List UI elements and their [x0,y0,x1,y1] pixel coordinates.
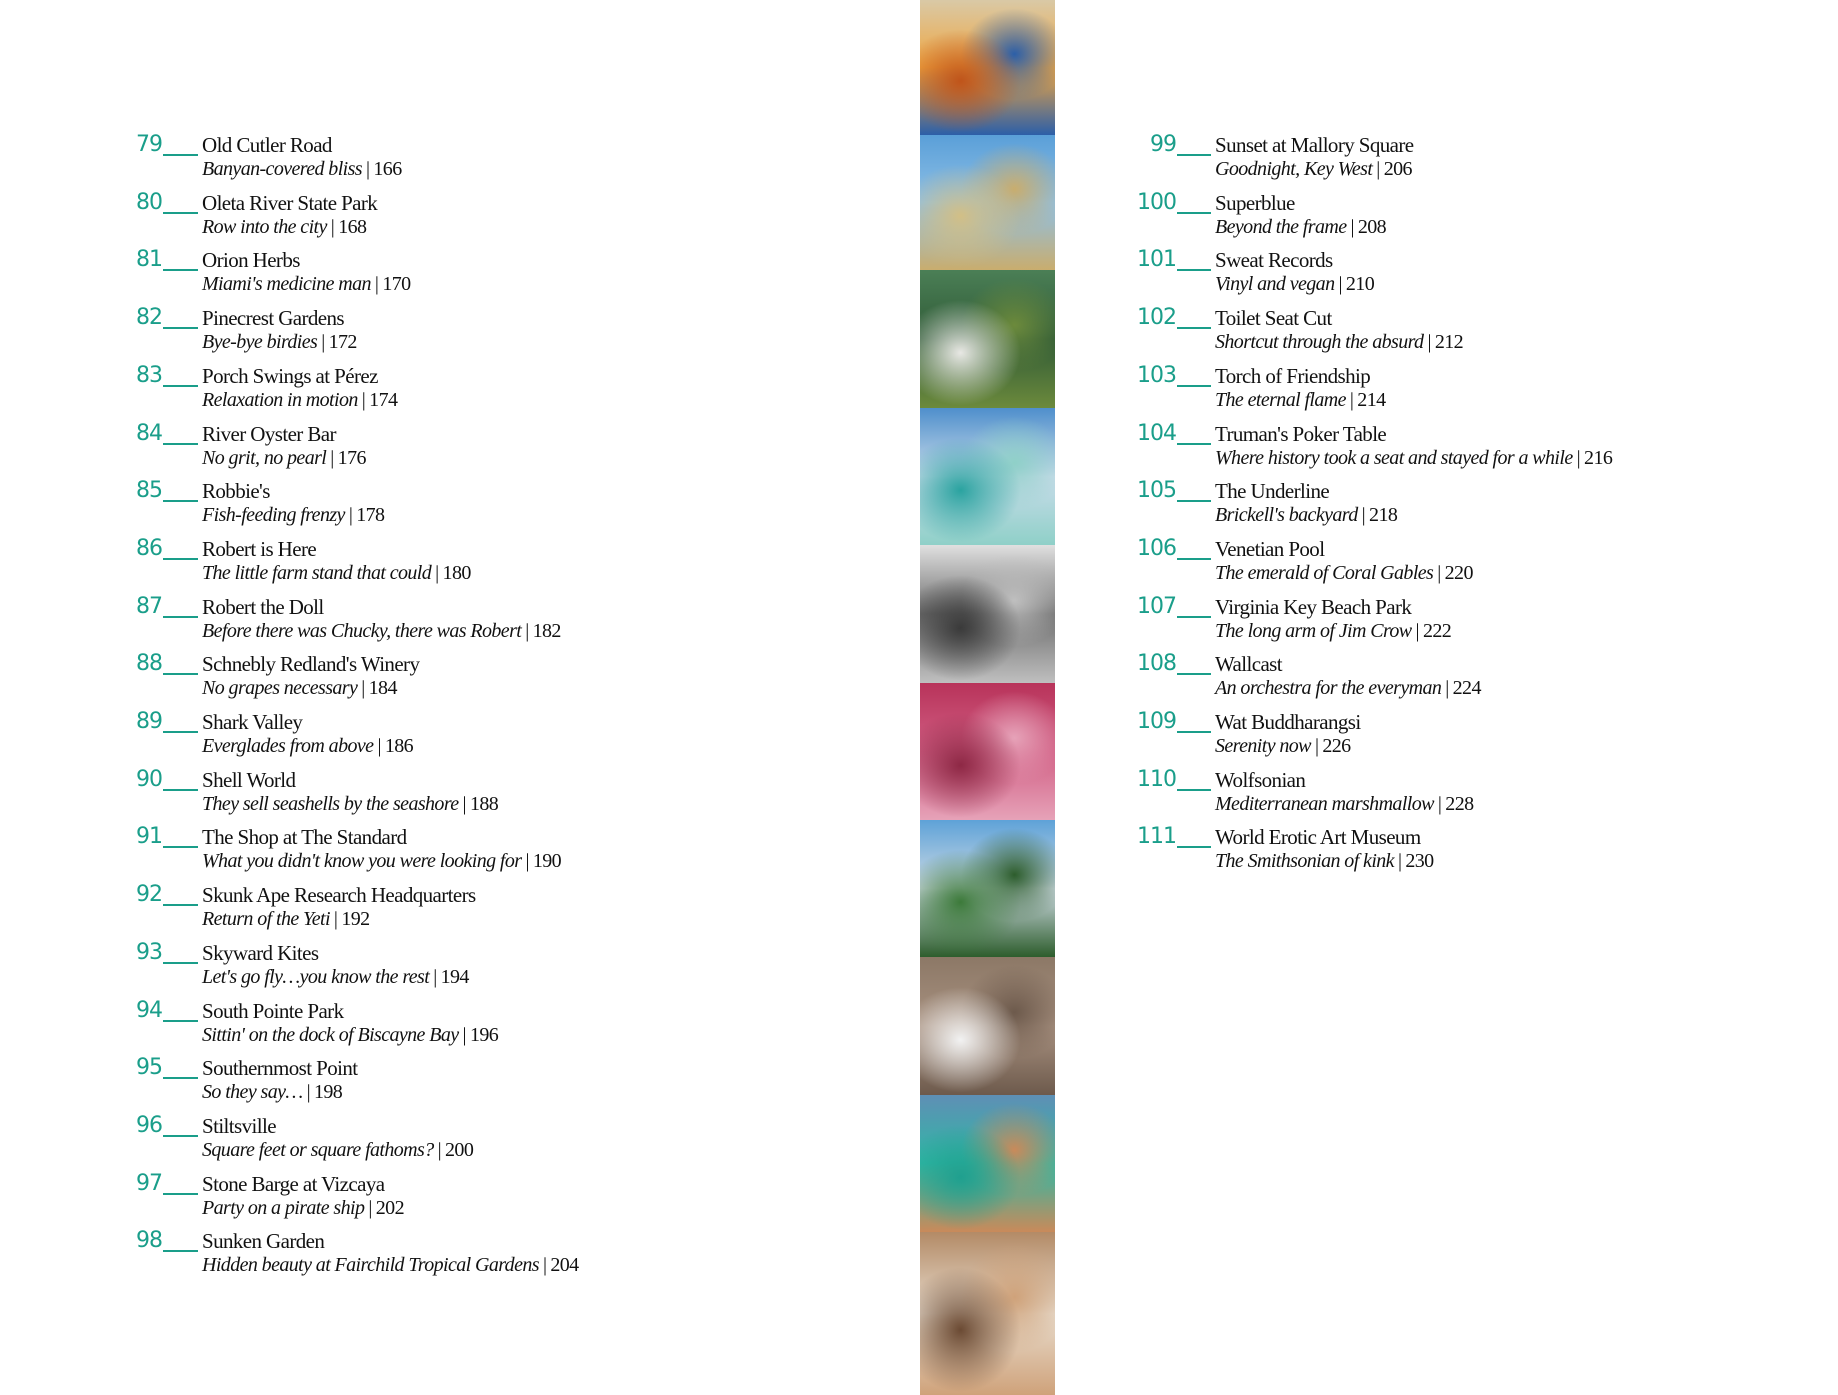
page-separator: | [1576,446,1581,469]
stone-statue-photo [920,545,1055,683]
entry-page-number: 218 [1369,504,1398,527]
entry-tagline: Where history took a seat and stayed for a while [1215,446,1573,469]
entry-number: 109 [1137,709,1176,734]
entry-tagline: Fish-feeding frenzy [202,504,345,527]
entry-number: 105 [1137,478,1176,504]
entry-subtitle [202,503,384,527]
entry-number: 84 [136,420,162,446]
entry-number: 80 [136,189,162,215]
entry-page-number: 178 [356,504,385,527]
entry-subtitle [202,215,366,239]
entry-page-number: 228 [1445,792,1474,815]
entry-subtitle [1215,272,1374,296]
entry-tagline: Before there was Chucky, there was Robert [202,619,522,642]
entry-tagline: Mediterranean marshmallow [1215,792,1434,815]
entry-number: 86 [136,535,162,561]
entry-subtitle [1215,215,1386,239]
entry-tagline: Bye-bye birdies [202,331,318,354]
entry-number: 79 [136,132,162,157]
entry-number: 82 [136,305,162,331]
entry-number-rule [163,1250,198,1252]
entry-subtitle [202,272,411,296]
entry-subtitle [202,849,561,873]
page-separator: | [306,1081,310,1104]
dominoes-photo [920,957,1055,1095]
entry-number: 98 [136,1228,162,1254]
entry-number-rule [163,385,198,387]
entry-number-rule [1177,154,1211,156]
entry-tagline: Party on a pirate ship [202,1196,365,1219]
entry-number-rule [163,327,198,329]
pebbles-photo [920,1232,1055,1395]
page-separator: | [1350,215,1354,238]
page-separator: | [1338,273,1342,296]
entry-number-rule [163,1193,198,1195]
entry-title: Sweat Records [1215,248,1333,273]
entry-number: 90 [136,766,162,792]
entry-subtitle [202,1080,342,1104]
entry-number-rule [163,789,198,791]
entry-tagline: So they say… [202,1081,303,1104]
entry-number: 96 [136,1112,162,1138]
entry-title: Shark Valley [202,710,303,734]
entry-page-number: 168 [338,215,367,238]
entry-number: 89 [136,709,162,734]
entry-number-rule [163,904,198,906]
entry-tagline: Sittin' on the dock of Biscayne Bay [202,1023,459,1046]
entry-number-rule [1177,558,1211,560]
entry-title: Wallcast [1215,652,1282,677]
entry-number: 87 [136,593,162,619]
entry-tagline: Beyond the frame [1215,215,1347,238]
entry-title: Skunk Ape Research Headquarters [202,883,476,908]
entry-number-rule [163,1135,198,1137]
entry-tagline: They sell seashells by the seashore [202,792,459,815]
entry-number: 101 [1137,247,1176,273]
entry-tagline: Banyan-covered bliss [202,158,362,180]
entry-number: 111 [1137,824,1176,850]
entry-number: 99 [1150,132,1176,157]
entry-page-number: 190 [532,850,562,873]
entry-title: Robbie's [202,479,270,504]
entry-title: Stiltsville [202,1113,276,1138]
swimmers-ocean-photo [920,1095,1055,1232]
page-separator: | [433,965,437,988]
entry-page-number: 216 [1584,446,1613,469]
entry-tagline: Miami's medicine man [202,273,371,296]
page-separator: | [1397,850,1402,873]
entry-subtitle [202,446,366,470]
entry-number: 107 [1137,593,1176,619]
entry-tagline: No grapes necessary [202,677,358,700]
page-separator: | [321,331,325,354]
entry-page-number: 212 [1434,331,1464,354]
entry-tagline: Return of the Yeti [202,908,330,931]
entry-page-number: 230 [1405,850,1434,873]
entry-title: Skyward Kites [202,940,319,965]
entry-number-rule [163,212,198,214]
entry-subtitle [1215,676,1481,700]
page-separator: | [1314,735,1319,757]
entry-number: 100 [1137,189,1176,215]
entry-title: Virginia Key Beach Park [1215,594,1412,619]
entry-subtitle [202,734,413,758]
entry-page-number: 220 [1444,561,1473,584]
entry-title: Venetian Pool [1215,536,1325,561]
entry-title: Robert the Doll [202,594,324,619]
entry-tagline: Vinyl and vegan [1215,273,1335,296]
entry-page-number: 186 [384,735,414,757]
page-separator: | [368,1196,372,1219]
entry-page-number: 176 [337,446,366,469]
entry-subtitle [202,1023,498,1047]
entry-number-rule [163,846,198,848]
entry-subtitle [202,561,471,585]
entry-title: Wat Buddharangsi [1215,710,1361,734]
page-separator: | [348,504,353,527]
entry-number-rule [1177,673,1211,675]
entry-number-rule [1177,327,1211,329]
entry-subtitle [1215,388,1386,412]
page-separator: | [361,388,366,411]
entry-page-number: 210 [1345,273,1375,296]
entry-title: Toilet Seat Cut [1215,306,1332,331]
entry-tagline: Goodnight, Key West [1215,158,1373,180]
entry-number-rule [163,731,198,733]
entry-subtitle [1215,734,1351,758]
entry-number-rule [1177,846,1211,848]
entry-number: 91 [136,824,162,850]
entry-title: Wolfsonian [1215,767,1306,792]
entry-page-number: 200 [445,1138,474,1161]
page-separator: | [1376,158,1380,180]
entry-tagline: Square feet or square fathoms? [202,1138,434,1161]
entry-subtitle [202,1138,473,1162]
entry-page-number: 224 [1452,677,1481,700]
entry-tagline: The little farm stand that could [202,561,432,584]
entry-title: Schnebly Redland's Winery [202,652,420,677]
entry-number: 93 [136,939,162,965]
entry-tagline: Brickell's backyard [1215,504,1358,527]
entry-page-number: 184 [368,677,397,700]
entry-subtitle [202,157,402,181]
page-separator: | [330,215,335,238]
entry-number-rule [1177,212,1211,214]
entry-subtitle [1215,849,1434,873]
entry-title: Pinecrest Gardens [202,306,344,331]
page-separator: | [1361,504,1366,527]
entry-title: The Shop at The Standard [202,825,407,850]
entry-subtitle [202,619,561,643]
entry-subtitle [202,330,357,354]
entry-number-rule [163,616,198,618]
entry-title: Superblue [1215,190,1295,215]
entry-number: 104 [1137,420,1176,446]
page-separator: | [525,619,529,642]
entry-number: 108 [1137,651,1176,677]
page-separator: | [1445,677,1449,700]
entry-page-number: 188 [469,792,499,815]
page-separator: | [333,908,338,931]
pink-slide-photo [920,683,1055,820]
entry-subtitle [1215,330,1463,354]
entry-tagline: Hidden beauty at Fairchild Tropical Gardens [202,1254,539,1277]
entry-page-number: 198 [313,1081,343,1104]
entry-number-rule [1177,385,1211,387]
entry-number: 92 [136,882,162,908]
page-separator: | [1427,331,1431,354]
entry-tagline: No grit, no pearl [202,446,327,469]
entry-page-number: 194 [440,965,469,988]
entry-title: Shell World [202,767,296,792]
entry-number-rule [163,500,198,502]
page-separator: | [377,735,381,757]
page-separator: | [1349,388,1354,411]
entry-title: Oleta River State Park [202,190,378,215]
page-separator: | [1437,561,1441,584]
entry-number-rule [1177,616,1211,618]
page-separator: | [330,446,334,469]
entry-subtitle [202,907,370,931]
entry-page-number: 214 [1357,388,1386,411]
entry-number: 85 [136,478,162,504]
entry-number: 95 [136,1055,162,1081]
page-separator: | [525,850,529,873]
entry-tagline: The Smithsonian of kink [1215,850,1394,873]
entry-page-number: 208 [1357,215,1387,238]
entry-page-number: 226 [1322,735,1351,757]
entry-number-rule [1177,500,1211,502]
entry-tagline: The emerald of Coral Gables [1215,561,1434,584]
photo-strip [920,0,1055,1395]
entry-page-number: 192 [341,908,370,931]
page-separator: | [365,158,370,180]
entry-number-rule [163,558,198,560]
entry-number: 81 [136,247,162,273]
beach-paddleboard-photo [920,135,1055,270]
entry-number: 94 [136,997,162,1023]
garden-pavilion-photo [920,270,1055,408]
entry-tagline: Serenity now [1215,735,1311,757]
entry-page-number: 182 [532,619,561,642]
boat-wake-photo [920,408,1055,545]
page-separator: | [542,1254,547,1277]
entry-tagline: Let's go fly…you know the rest [202,965,430,988]
entry-title: Southernmost Point [202,1056,358,1081]
page-separator: | [1437,792,1442,815]
entry-title: River Oyster Bar [202,421,336,446]
entry-title: Old Cutler Road [202,133,332,157]
page-separator: | [435,561,439,584]
entry-title: Stone Barge at Vizcaya [202,1171,385,1196]
entry-number: 97 [136,1170,162,1196]
entry-number: 103 [1137,362,1176,388]
entry-title: Sunken Garden [202,1229,325,1254]
page-separator: | [437,1138,442,1161]
entry-tagline: The eternal flame [1215,388,1346,411]
entry-page-number: 180 [442,561,471,584]
entry-title: Robert is Here [202,536,317,561]
page-separator: | [462,792,466,815]
entry-page-number: 174 [369,388,398,411]
entry-page-number: 172 [328,331,357,354]
entry-number-rule [1177,443,1211,445]
entry-title: Torch of Friendship [1215,363,1371,388]
entry-page-number: 170 [382,273,411,296]
entry-page-number: 196 [469,1023,499,1046]
entry-page-number: 166 [373,158,402,180]
page-separator: | [361,677,365,700]
entry-title: Sunset at Mallory Square [1215,133,1414,157]
entry-subtitle [202,676,397,700]
entry-number: 106 [1137,535,1176,561]
entry-number-rule [1177,789,1211,791]
entry-tagline: An orchestra for the everyman [1215,677,1442,700]
entry-subtitle [202,965,469,989]
entry-title: Porch Swings at Pérez [202,363,378,388]
entry-subtitle [1215,792,1474,816]
entry-tagline: What you didn't know you were looking for [202,850,522,873]
entry-tagline: Relaxation in motion [202,388,358,411]
entry-page-number: 202 [375,1196,404,1219]
entry-tagline: The long arm of Jim Crow [1215,619,1412,642]
entry-page-number: 204 [550,1254,579,1277]
entry-number-rule [163,962,198,964]
page-separator: | [462,1023,466,1046]
entry-number-rule [1177,731,1211,733]
page-separator: | [374,273,379,296]
observation-tower-photo [920,820,1055,957]
entry-subtitle [1215,446,1612,470]
entry-title: World Erotic Art Museum [1215,825,1421,850]
entry-number-rule [163,443,198,445]
entry-subtitle [1215,157,1412,181]
page-separator: | [1415,619,1419,642]
entry-subtitle [202,388,397,412]
entry-title: South Pointe Park [202,998,344,1023]
entry-number-rule [163,673,198,675]
entry-number: 102 [1137,305,1176,331]
entry-subtitle [202,792,498,816]
entry-number-rule [1177,269,1211,271]
entry-subtitle [202,1196,404,1220]
entry-number: 88 [136,651,162,677]
entry-number-rule [163,1020,198,1022]
entry-page-number: 222 [1422,619,1452,642]
entry-subtitle [1215,619,1451,643]
entry-number-rule [163,154,198,156]
entry-tagline: Shortcut through the absurd [1215,331,1424,354]
entry-tagline: Everglades from above [202,735,374,757]
entry-number-rule [163,269,198,271]
entry-tagline: Row into the city [202,215,327,238]
entry-page-number: 206 [1383,158,1412,180]
cocktail-flight-photo [920,0,1055,135]
entry-number: 83 [136,362,162,388]
entry-subtitle [1215,503,1397,527]
entry-title: The Underline [1215,479,1330,504]
entry-subtitle [202,1253,579,1277]
entry-number: 110 [1137,766,1176,792]
entry-title: Orion Herbs [202,248,300,273]
entry-title: Truman's Poker Table [1215,421,1387,446]
entry-number-rule [163,1077,198,1079]
entry-subtitle [1215,561,1473,585]
